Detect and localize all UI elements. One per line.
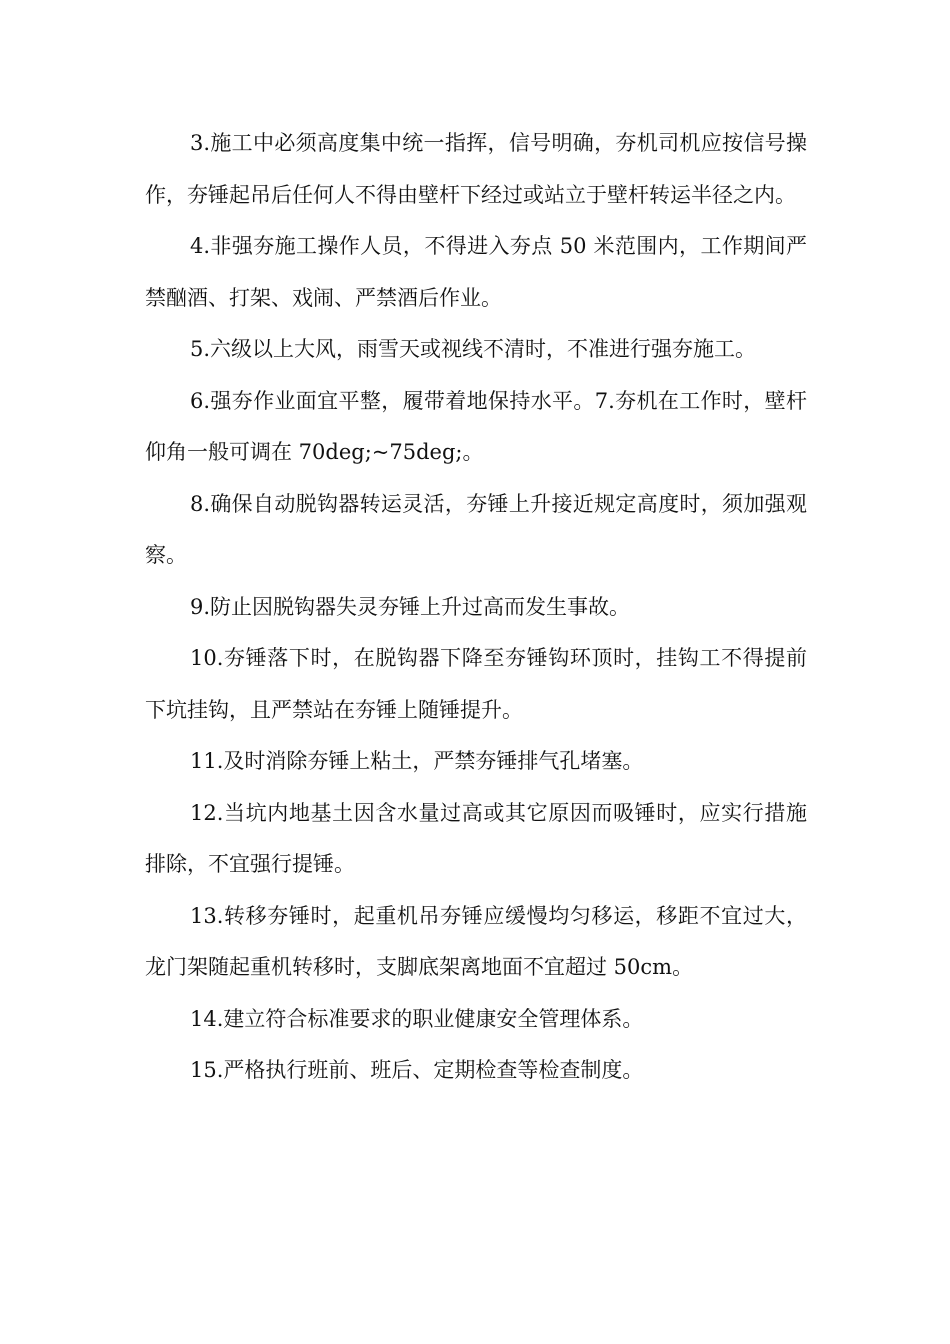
paragraph-item-5: 5.六级以上大风，雨雪天或视线不清时，不准进行强夯施工。 [190,337,757,361]
paragraph-item-14: 14.建立符合标准要求的职业健康安全管理体系。 [190,1006,644,1031]
paragraph-item-11: 11.及时消除夯锤上粘土，严禁夯锤排气孔堵塞。 [190,749,644,773]
paragraph-item-6-7: 6.强夯作业面宜平整，履带着地保持水平。7.夯机在工作时，壁杆仰角一般可调在 70deg;~75deg;。 [145,388,807,464]
paragraph-item-10: 10.夯锤落下时，在脱钩器下降至夯锤钩环顶时，挂钩工不得提前下坑挂钩，且严禁站在夯锤上随锤提升。 [145,646,807,722]
paragraph-item-8: 8.确保自动脱钩器转运灵活，夯锤上升接近规定高度时，须加强观察。 [145,491,807,567]
paragraph-item-12: 12.当坑内地基土因含水量过高或其它原因而吸锤时，应实行措施排除，不宜强行提锤。 [145,800,807,876]
paragraph-item-4: 4.非强夯施工操作人员，不得进入夯点 50 米范围内，工作期间严禁酗酒、打架、戏闹、严禁酒后作业。 [145,234,807,310]
paragraph-item-9: 9.防止因脱钩器失灵夯锤上升过高而发生事故。 [190,594,631,619]
paragraph-item-13: 13.转移夯锤时，起重机吊夯锤应缓慢均匀移运，移距不宜过大，龙门架随起重机转移时，支脚底架离地面不宜超过 50cm。 [145,903,807,979]
paragraph-item-15: 15.严格执行班前、班后、定期检查等检查制度。 [190,1058,644,1082]
paragraph-item-3: 3.施工中必须高度集中统一指挥，信号明确，夯机司机应按信号操作，夯锤起吊后任何人不得由壁杆下经过或站立于壁杆转运半径之内。 [145,131,807,207]
document-body [145,118,807,1097]
